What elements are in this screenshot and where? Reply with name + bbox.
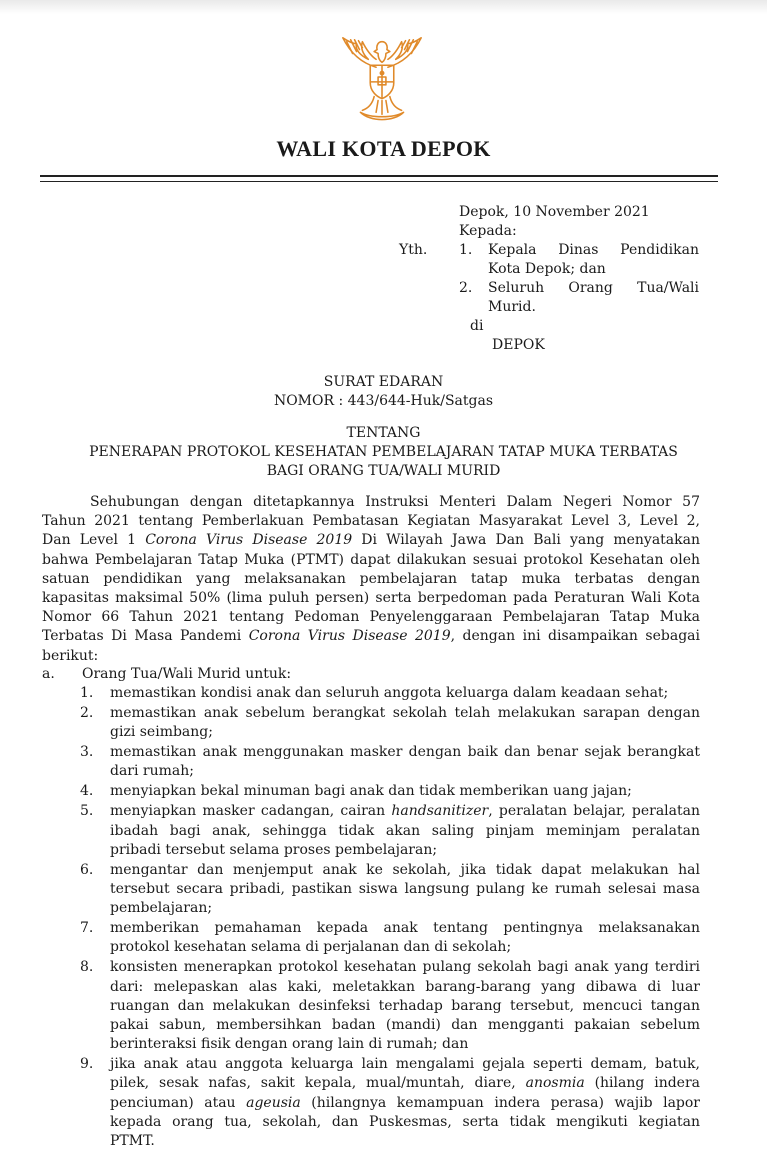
paragraph-line: berikut:: [42, 647, 99, 664]
about-label: TENTANG: [346, 425, 421, 441]
item-line: mengantar dan menjemput anak ke sekolah, jika tidak dapat melakukan hal: [110, 861, 700, 878]
recipient-line: Murid.: [488, 299, 536, 315]
item-line: pribadi tersebut selama proses pembelajaran;: [110, 841, 438, 858]
header-rule-thin: [40, 181, 718, 182]
item-line: kepada orang tua, sekolah, dan Puskesmas, serta tidak mengikuti kegiatan: [110, 1113, 700, 1130]
item-line: gizi seimbang;: [110, 724, 213, 741]
paragraph-line: Terbatas Di Masa Pandemi Corona Virus Disease 2019, dengan ini disampaikan sebagai: [42, 628, 700, 645]
item-line: dari rumah;: [110, 763, 194, 780]
item-line: tersebut secara pribadi, pastikan siswa langsung pulang ke rumah selesai masa: [110, 881, 700, 897]
item-line: ibadah bagi anak, sehingga tidak akan saling pinjam meminjam peralatan: [110, 822, 700, 839]
item-line: berinteraksi fisik dengan orang lain di rumah; dan: [110, 1036, 469, 1053]
subject-line: BAGI ORANG TUA/WALI MURID: [266, 463, 501, 479]
item-line: memastikan anak menggunakan masker dengan baik dan benar sejak berangkat: [110, 744, 700, 761]
item-line: jika anak atau anggota keluarga lain mengalami gejala seperti demam, batuk,: [110, 1056, 700, 1073]
header-rule-thick: [40, 175, 718, 177]
garuda-icon: [333, 28, 431, 126]
paragraph-line: Tahun 2021 tentang Pemberlakuan Pembatasan Kegiatan Masyarakat Level 3, Level 2,: [42, 513, 700, 530]
top-shadow: [0, 0, 767, 14]
item-line: pembelajaran;: [110, 900, 213, 917]
recipient-number: 2.: [459, 280, 473, 296]
yth-label: Yth.: [399, 242, 428, 258]
paragraph-line: kapasitas maksimal 50% (lima puluh persen) serta berpedoman pada Peraturan Wali Kota: [42, 590, 700, 606]
item-line: pakai sabun, membersihkan badan (mandi) dan mengganti pakaian sebelum: [110, 1017, 700, 1033]
item-line: dari: melepaskan alas kaki, meletakkan barang-barang yang dibawa di luar: [110, 978, 700, 995]
item-number: 8.: [80, 959, 94, 976]
item-line: memastikan kondisi anak dan seluruh anggota keluarga dalam keadaan sehat;: [110, 685, 669, 701]
di-label: di: [470, 318, 484, 334]
item-line: ruangan dan melakukan desinfeksi terhadap barang tersebut, mencuci tangan: [110, 997, 700, 1014]
item-number: 2.: [80, 705, 94, 721]
recipient-number: 1.: [459, 242, 473, 258]
item-line: memberikan pemahaman kepada anak tentang pentingnya melaksanakan: [110, 920, 700, 937]
letter-type: SURAT EDARAN: [323, 374, 444, 390]
recipient-line: Seluruh Orang Tua/Wali: [488, 280, 699, 296]
paragraph-line: bahwa Pembelajaran Tatap Muka (PTMT) dapat dilakukan sesuai protokol Kesehatan oleh: [42, 551, 700, 568]
section-marker: a.: [42, 666, 55, 682]
item-line: penciuman) atau ageusia (hilangnya kemampuan indera perasa) wajib lapor: [110, 1094, 700, 1111]
item-line: protokol kesehatan selama di perjalanan dan di sekolah;: [110, 939, 512, 956]
garuda-emblem: [333, 28, 431, 126]
item-number: 3.: [80, 744, 94, 761]
to-label: Kepada:: [459, 223, 517, 239]
item-line: pilek, sesak nafas, sakit kepala, mual/muntah, diare, anosmia (hilang indera: [110, 1075, 700, 1092]
item-number: 9.: [80, 1056, 94, 1073]
item-number: 1.: [80, 685, 94, 701]
paragraph-line: Dan Level 1 Corona Virus Disease 2019 Di Wilayah Jawa Dan Bali yang menyatakan: [42, 532, 700, 549]
letter-date: Depok, 10 November 2021: [459, 204, 650, 220]
item-number: 5.: [80, 803, 94, 820]
letter-number: NOMOR : 443/644-Huk/Satgas: [273, 393, 494, 409]
paragraph-line: Sehubungan dengan ditetapkannya Instruksi Menteri Dalam Negeri Nomor 57: [90, 494, 700, 510]
item-line: PTMT.: [110, 1133, 155, 1149]
subject-line: PENERAPAN PROTOKOL KESEHATAN PEMBELAJARAN TATAP MUKA TERBATAS: [89, 444, 678, 460]
item-line: konsisten menerapkan protokol kesehatan pulang sekolah bagi anak yang terdiri: [110, 959, 700, 976]
item-number: 6.: [80, 861, 94, 878]
item-line: menyiapkan bekal minuman bagi anak dan tidak memberikan uang jajan;: [110, 783, 632, 800]
recipient-line: Kota Depok; dan: [488, 261, 606, 277]
item-number: 4.: [80, 783, 94, 800]
item-number: 7.: [80, 920, 94, 937]
recipient-line: Kepala Dinas Pendidikan: [488, 242, 699, 258]
section-label: Orang Tua/Wali Murid untuk:: [82, 666, 292, 682]
paragraph-line: satuan pendidikan yang melaksanakan pembelajaran tatap muka terbatas dengan: [42, 570, 700, 587]
place-label: DEPOK: [492, 337, 545, 353]
page-title: WALI KOTA DEPOK: [276, 136, 491, 161]
item-line: memastikan anak sebelum berangkat sekolah telah melakukan sarapan dengan: [110, 705, 700, 721]
paragraph-line: Nomor 66 Tahun 2021 tentang Pedoman Penyelenggaraan Pembelajaran Tatap Muka: [42, 609, 700, 626]
item-line: menyiapkan masker cadangan, cairan handsanitizer, peralatan belajar, peralatan: [110, 803, 700, 820]
